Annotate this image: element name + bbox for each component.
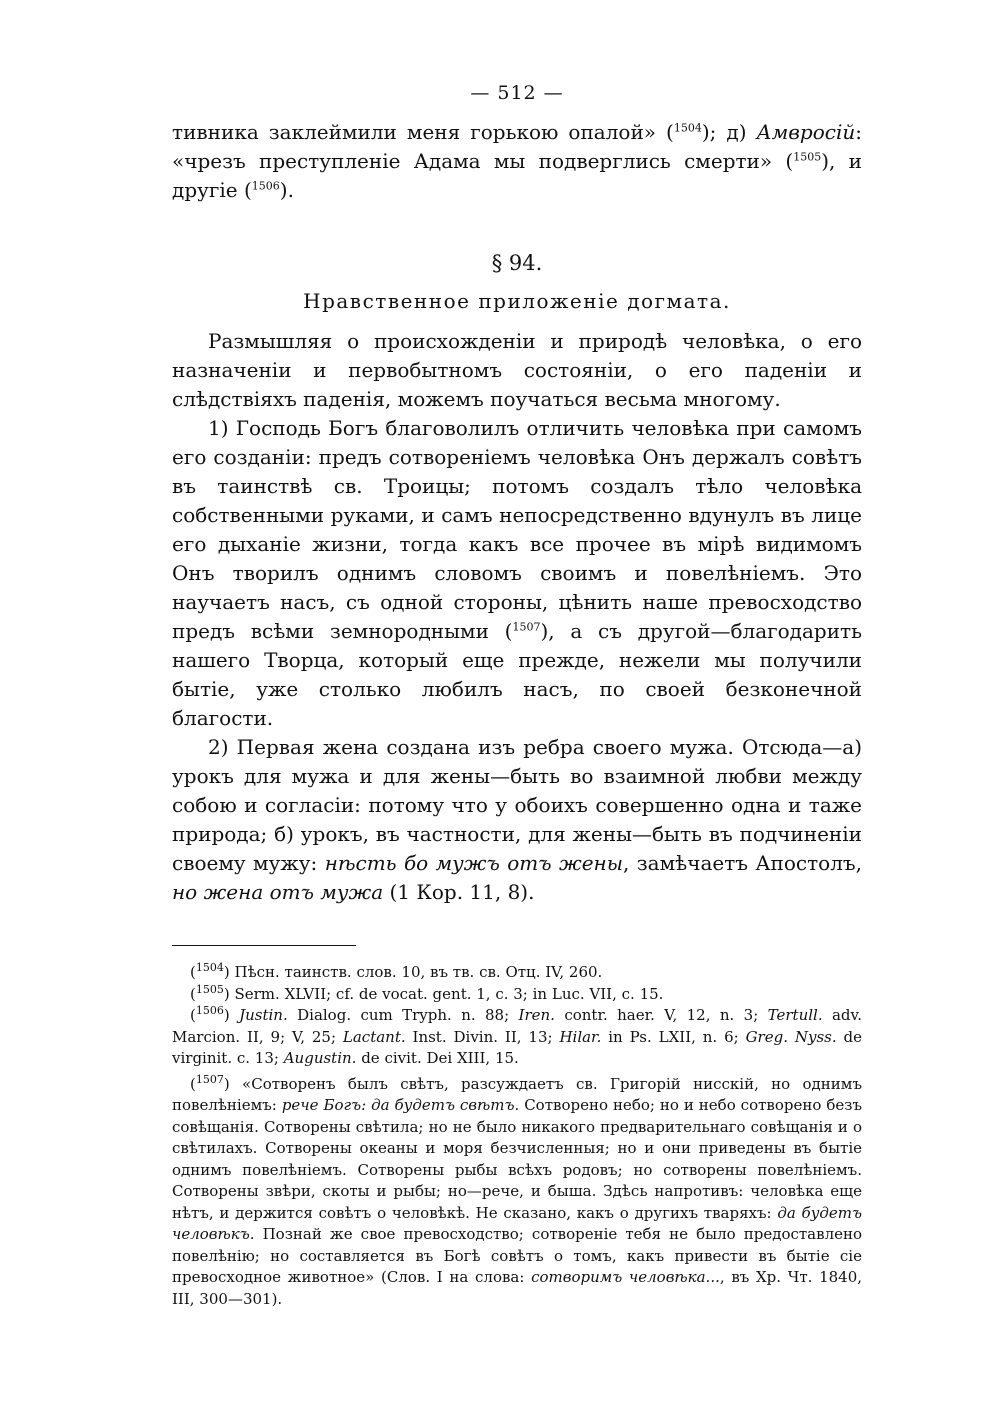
paragraph-text: 2) Первая жена создана изъ ребра своего мужа. Отсюда—а) урокъ для мужа и для жены—быть во взаимной любви между собою и согласіи: потому что у обоихъ совершенно одна и таже природа; б) урокъ, въ частности, для жены—быть въ подчиненіи своему мужу: [172,735,862,875]
footnote-1505: ($^{1505}$) Serm. XLVII; cf. de vocat. gent. 1, c. 3; in Luc. VII, c. 15. [190,982,664,1003]
intro-text: ), и другіе ( [172,149,862,202]
footnote-ref: 1505 [793,150,822,164]
author-name: Justin. [239,1006,288,1024]
author-name: Lactant. [342,1027,406,1046]
footnote-text: adv. Marcion. II, 9; V, 25; [172,1006,862,1046]
footnote-number: 1504 [195,961,224,974]
footnote-text: . Сотворено небо; но и небо сотворено безъ совѣщанія. Сотворены свѣтила; но не было никакого предварительнаго совѣщанія и о свѣтилахъ. Сотворены океаны и моря безчисленныя; но и они приведены въ бытіе однимъ повелѣніемъ. Сотворены рыбы всѣхъ родовъ; но сотворены повелѣніемъ. Сотворены звѣри, скоты и рыбы; но—рече, и быша. Здѣсь напротивъ: человѣка еще нѣтъ, и держится совѣтъ о человѣкѣ. Не сказано, какъ о другихъ тваряхъ: [172,1096,862,1222]
paragraph-text: (1 Кор. 11, 8). [383,880,535,904]
footnote-number: 1505 [195,982,224,996]
footnote-text: . Познай же свое превосходство; сотвореніе тебя не было предоставлено повелѣнію; но составляется въ Богѣ совѣтъ о томъ, какъ привести въ бытіе сіе превосходное животное» (Слов. I на слова: [172,1225,862,1286]
page [172,82,862,1310]
footnote-ref: 1504 [673,121,702,135]
footnote-text: Inst. Divin. II, 13; [405,1027,560,1046]
author-name: Iren. [518,1006,555,1024]
paragraph-1: Размышляя о происхожденіи и природѣ человѣка, о его назначеніи и первобытномъ состояніи, о его паденіи и слѣдствіяхъ паденія, можемъ поучаться весьма многому. [172,329,862,411]
footnote-text: , въ Хр. Чт. 1840, III, 300—301). [172,1268,863,1308]
quotation: да будетъ человѣкъ [172,1203,863,1243]
footnote-1507: ($^{1507}$) «Сотворенъ былъ свѣтъ, разсуждаетъ св. Григорій нисскій, но однимъ повелѣніемъ: рече Богъ: да будетъ свѣтъ. Сотворено небо; но и небо сотворено безъ совѣщанія. Сотворены свѣтила; но не было никакого предварительнаго совѣщанія и о свѣтилахъ. Сотворены океаны и моря безчисленныя; но и они приведены въ бытіе однимъ повелѣніемъ. Сотворены рыбы всѣхъ родовъ; но сотворены повелѣніемъ. Сотворены звѣри, скоты и рыбы; но—рече, и быша. Здѣсь напротивъ: человѣка еще нѣтъ, и держится совѣтъ о человѣкѣ. Не сказано, какъ о другихъ тваряхъ: да будетъ человѣкъ. Познай же свое превосходство; сотвореніе тебя не было предоставлено повелѣнію; но составляется въ Богѣ совѣтъ о томъ, какъ привести въ бытіе сіе превосходное животное» (Слов. I на слова: сотворимъ человѣка..., въ Хр. Чт. 1840, III, 300—301). [172,1072,863,1308]
footnote-text: de civit. Dei XIII, 15. [356,1049,519,1067]
intro-text: ). [279,178,294,202]
author-name: Tertull. [767,1006,823,1024]
section-heading: Нравственное приложеніе догмата. [303,289,731,313]
intro-text: : «чрезъ преступленіе Адама мы подверглись смерти» ( [172,120,862,173]
quotation: сотворимъ человѣка... [531,1268,720,1286]
footnote-number: 1506 [195,1004,224,1017]
footnote-1504: ($^{1504}$) Пѣсн. таинств. слов. 10, въ тв. св. Отц. IV, 260. [190,961,603,981]
footnote-divider [172,945,356,946]
footnote-text: Dialog. cum Tryph. n. 88; [287,1006,519,1024]
quotation: рече Богъ: да будетъ свѣтъ [281,1096,515,1114]
intro-paragraph [172,118,862,205]
footnote-number: 1507 [195,1072,224,1086]
author-name: Hilar. [559,1027,602,1046]
paragraph-3 [172,733,862,907]
footnote-text: Пѣсн. таинств. слов. 10, въ тв. св. Отц. IV, 260. [229,963,603,981]
footnote-ref: 1506 [251,179,280,193]
quotation: нѣсть бо мужъ отъ жены [324,851,624,875]
quotation: но жена отъ мужа [172,880,384,904]
paragraph-text: ), а съ другой—благодарить нашего Творца, который еще прежде, нежели мы получили бытіе, уже столько любилъ насъ, по своей безконечной благости. [172,619,862,730]
paragraph-2 [172,414,862,733]
author-name: Augustin. [283,1049,357,1067]
intro-text: тивника заклеймили меня горькою опалой» ( [172,120,674,144]
paragraph-text: 1) Господь Богъ благоволилъ отличить человѣка при самомъ его созданіи: предъ сотвореніемъ человѣка Онъ держалъ совѣтъ въ таинствѣ св. Троицы; потомъ создалъ тѣло человѣка собственными руками, и самъ непосредственно вдунулъ въ лице его дыханіе жизни, тогда какъ все прочее въ мірѣ видимомъ Онъ творилъ однимъ словомъ своимъ и повелѣніемъ. Это научаетъ насъ, съ одной стороны, цѣнить наше превосходство предъ всѣми земнородными ( [172,416,862,643]
author-name: Greg. Nyss. [745,1027,837,1046]
footnote-text: «Сотворенъ былъ свѣтъ, разсуждаетъ св. Григорій нисскій, но однимъ повелѣніемъ: [172,1074,862,1114]
section-number: § 94. [491,251,543,275]
footnote-text: contr. haer. V, 12, n. 3; [554,1006,768,1024]
footnote-ref: 1507 [512,620,541,634]
footnote-1506: ($^{1506}$) Justin. Dialog. cum Tryph. n. 88; Iren. contr. haer. V, 12, n. 3; Tertull. adv. Marcion. II, 9; V, 25; Lactant. Inst. Divin. II, 13; Hilar. in Ps. LXII, n. 6; Greg. Nyss. de virginit. c. 13; Augustin. de civit. Dei XIII, 15. [172,1004,863,1067]
intro-author: Амвросій [756,120,856,144]
page-number: — 512 — [470,82,564,104]
footnote-text: de virginit. c. 13; [172,1027,863,1067]
paragraph-text: , замѣчаетъ Апостолъ, [623,851,862,875]
footnote-text: in Ps. LXII, n. 6; [601,1027,746,1046]
footnote-text: Serm. XLVII; cf. de vocat. gent. 1, c. 3; in Luc. VII, c. 15. [229,984,664,1003]
intro-text: ); д) [701,120,757,144]
